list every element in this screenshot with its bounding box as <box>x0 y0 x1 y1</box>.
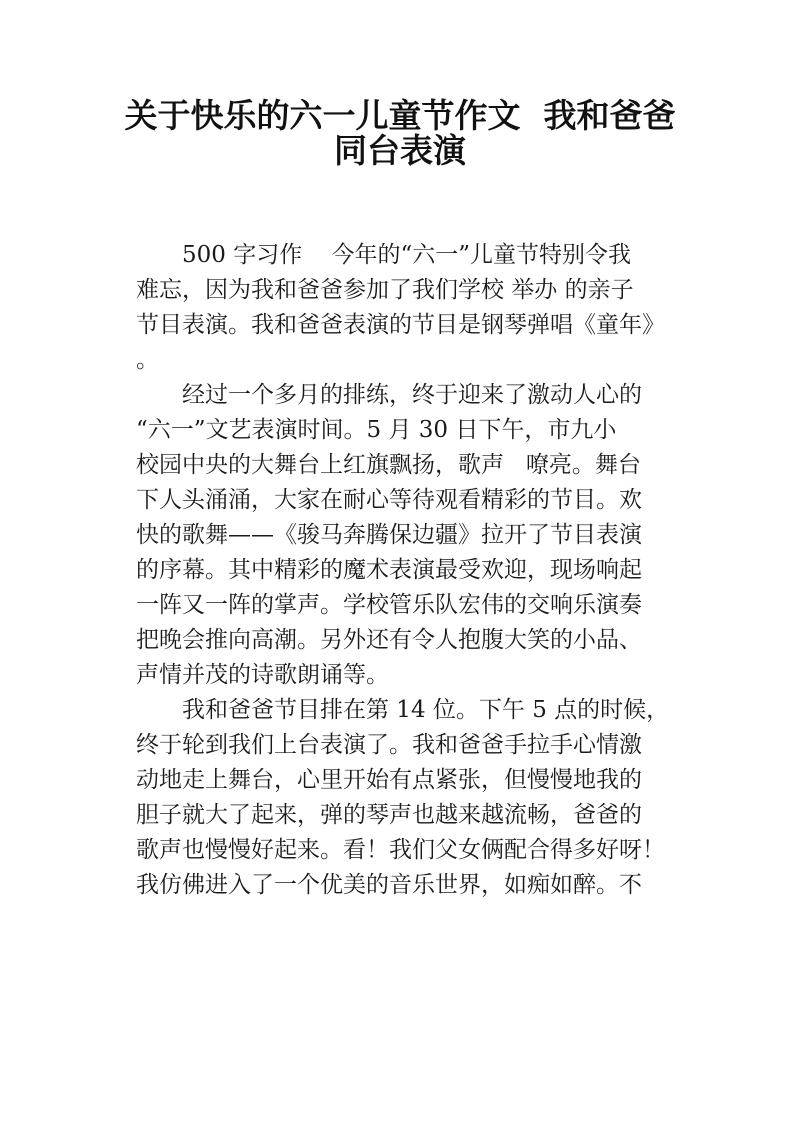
text-line: 节目表演。我和爸爸表演的节目是钢琴弹唱《童年》 <box>136 312 665 338</box>
document-title <box>0 98 800 168</box>
text-line: 终于轮到我们上台表演了。我和爸爸手拉手心情激 <box>136 732 642 758</box>
text-line: 把晚会推向高潮。另外还有令人抱腹大笑的小品、 <box>136 627 642 653</box>
text-line: 经过一个多月的排练，终于迎来了激动人心的 <box>182 382 642 408</box>
paragraph-1 <box>136 238 696 378</box>
text-line: 动地走上舞台，心里开始有点紧张，但慢慢地我的 <box>136 767 642 793</box>
text-line: 快的歌舞——《骏马奔腾保边疆》拉开了节目表演 <box>136 522 642 548</box>
text-line: 校园中央的大舞台上红旗飘扬，歌声 嘹亮。舞台 <box>136 452 641 478</box>
title-line-1: 关于快乐的六一儿童节作文 我和爸爸 <box>124 96 676 135</box>
text-line: 胆子就大了起来，弹的琴声也越来越流畅，爸爸的 <box>136 802 642 828</box>
text-line: “六一”文艺表演时间。5 月 30 日下午，市九小 <box>136 417 617 443</box>
document-body <box>136 238 696 903</box>
text-line: 声情并茂的诗歌朗诵等。 <box>136 662 389 688</box>
text-line: 。 <box>136 347 159 373</box>
text-line: 一阵又一阵的掌声。学校管乐队宏伟的交响乐演奏 <box>136 592 642 618</box>
text-line: 歌声也慢慢好起来。看！我们父女俩配合得多好呀！ <box>136 837 665 863</box>
text-line: 我和爸爸节目排在第 14 位。下午 5 点的时候， <box>182 697 670 723</box>
paragraph-2 <box>136 378 696 693</box>
title-line-2: 同台表演 <box>334 131 466 170</box>
text-line: 的序幕。其中精彩的魔术表演最受欢迎，现场响起 <box>136 557 642 583</box>
text-line: 500 字习作 今年的“六一”儿童节特别令我 <box>182 242 631 268</box>
paragraph-3 <box>136 693 696 903</box>
text-line: 下人头涌涌，大家在耐心等待观看精彩的节目。欢 <box>136 487 642 513</box>
text-line: 我仿佛进入了一个优美的音乐世界，如痴如醉。不 <box>136 872 642 898</box>
text-line: 难忘，因为我和爸爸参加了我们学校 举办 的亲子 <box>136 277 634 303</box>
